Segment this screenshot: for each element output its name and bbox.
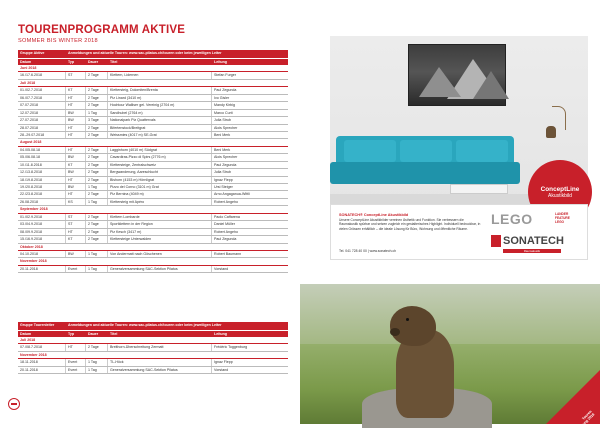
sac-logo-icon	[8, 398, 20, 410]
column-header-3: Titel	[110, 331, 118, 336]
table-cell: Marco Curti	[214, 110, 233, 115]
table-cell: 06./07.7.2018	[18, 95, 66, 101]
table-cell: 1 Tag	[86, 266, 108, 272]
table-cell: KS	[66, 199, 86, 205]
right-page	[300, 0, 600, 441]
table-cell: Event	[66, 359, 86, 365]
table-cell: Event	[66, 266, 86, 272]
table-cell: 01./02.7.2018	[18, 87, 66, 93]
table-row	[18, 221, 288, 228]
lego-logo: LEGO	[491, 211, 533, 227]
table-cell: 16./17.6.2018	[18, 72, 66, 78]
table-row	[18, 236, 288, 243]
table-cell: Julia Strub	[214, 118, 231, 123]
page-subtitle: SOMMER BIS WINTER 2018	[18, 38, 98, 44]
table-cell: Daniel Müller	[214, 222, 235, 227]
table-cell: 2 Tage	[86, 125, 108, 131]
table-cell: Bishorn (4153 m) Hörnligrat	[108, 177, 212, 183]
column-header-2: Dauer	[88, 331, 99, 336]
table-cell: Paul Zegunda	[214, 88, 237, 93]
table-cell: 1 Tag	[86, 251, 108, 257]
table-row	[18, 359, 288, 366]
table-cell: Ignaz Flepp	[214, 177, 233, 182]
table-cell: Vorstand	[214, 367, 229, 372]
column-header-0: Datum	[20, 331, 32, 336]
table-cell: HT	[66, 132, 86, 138]
table-cell: Julia Strub	[214, 170, 231, 175]
table-cell: 07.07.2018	[18, 102, 66, 108]
table-cell: 15./16.9.2018	[18, 236, 66, 242]
table-cell: 10./11.8.2018	[18, 162, 66, 168]
table-cell: Von Andermatt nach Göschenen	[108, 251, 212, 257]
table-row	[18, 162, 288, 169]
table-cell: Cavardiras-Pizzo di Spirs (2776 m)	[108, 154, 212, 160]
table-cell: 19./20.8.2018	[18, 184, 66, 190]
table-cell: Robert Baumann	[214, 251, 242, 256]
table-cell: BW	[66, 110, 86, 116]
table-cell: 2 Tage	[86, 214, 108, 220]
sonatech-logo-sub: Raumakustik	[503, 249, 561, 253]
table-cell: Klettersteig mit Apéro	[108, 199, 212, 205]
table-cell: 04./05.08.18	[18, 147, 66, 153]
table-cell: Generalversammlung SAC-Sektion Pilatus	[108, 367, 212, 373]
table-cell: 2 Tage	[86, 102, 108, 108]
table-cell: 20.11.2018	[18, 367, 66, 373]
table-row	[18, 154, 288, 161]
corner-note: Touren Ausschreibung 2018	[568, 409, 596, 441]
table-cell: 3 Tage	[86, 117, 108, 123]
table-row	[18, 110, 288, 117]
month-heading: Juli 2018	[18, 337, 288, 344]
table-group-header	[18, 50, 288, 58]
table-row	[18, 117, 288, 124]
table-cell: 2 Tage	[86, 177, 108, 183]
column-header-0: Datum	[20, 59, 32, 64]
table-cell: Alois Sprecher	[214, 155, 238, 160]
table-row	[18, 184, 288, 191]
month-heading: August 2018	[18, 139, 288, 146]
table-row	[18, 199, 288, 206]
table-cell: Piz Bernina (4049 m)	[108, 191, 212, 197]
table-cell: 04.10.2018	[18, 251, 66, 257]
table-cell: ST	[66, 72, 86, 78]
month-heading: September 2018	[18, 206, 288, 213]
table-cell: 2 Tage	[86, 154, 108, 160]
table-cell: KT	[66, 236, 86, 242]
table-cell: KT	[66, 162, 86, 168]
table-group-header	[18, 322, 288, 330]
ad-info-box	[330, 204, 588, 260]
table-cell: 08./09.9.2018	[18, 229, 66, 235]
ad-photo-room	[330, 36, 588, 224]
table-cell: Lagginhorn (4010 m) Südgrat	[108, 147, 212, 153]
table-cell: Vorstand	[214, 266, 229, 271]
table-cell: HT	[66, 177, 86, 183]
table-cell: 2 Tage	[86, 169, 108, 175]
table-cell: Sportklettern in der Region	[108, 221, 212, 227]
table-cell: Pizzo del Corno (3101 m) Grat	[108, 184, 212, 190]
table-cell: BW	[66, 251, 86, 257]
table-cell: HT	[66, 344, 86, 350]
table-cell: Frédéric Toggenburg	[214, 345, 248, 350]
table-cell: 2 Tage	[86, 87, 108, 93]
table-cell: ST	[66, 214, 86, 220]
table-row	[18, 177, 288, 184]
table-cell: 12./13.8.2018	[18, 169, 66, 175]
table-cell: BW	[66, 169, 86, 175]
month-heading: Juli 2018	[18, 80, 288, 87]
table-cell: HT	[66, 125, 86, 131]
table-column-header	[18, 330, 288, 338]
table-row	[18, 367, 288, 374]
table-cell: Weissmies (4017 m) SE-Grat	[108, 132, 212, 138]
column-header-4: Leitung	[214, 59, 227, 64]
tour-table-aktive	[18, 50, 288, 273]
table-cell: 2 Tage	[86, 229, 108, 235]
table-cell: HT	[66, 95, 86, 101]
table-cell: TL-Höck	[108, 359, 212, 365]
table-column-header	[18, 58, 288, 66]
table-row	[18, 169, 288, 176]
table-cell: Ivo Gisler	[214, 95, 230, 100]
table-cell: Klettersteig, Dolomiten/Brenta	[108, 87, 212, 93]
table-row	[18, 147, 288, 154]
table-cell: Robert Angeho	[214, 199, 238, 204]
table-cell: 2 Tage	[86, 191, 108, 197]
column-header-1: Typ	[68, 59, 75, 64]
group-note: Anmeldungen und aktuelle Touren: www.sac-pilatus.ch/touren oder beim jeweiligen Leiter	[68, 51, 222, 55]
table-row	[18, 72, 288, 79]
table-cell: Mandy Kirbig	[214, 103, 235, 108]
column-header-3: Titel	[110, 59, 118, 64]
table-cell: 1 Tag	[86, 199, 108, 205]
column-header-2: Dauer	[88, 59, 99, 64]
table-cell: Hochtour Walliser gel. Vereinig (2704 m)	[108, 102, 212, 108]
table-cell: Sandhubel (2764 m)	[108, 110, 212, 116]
table-cell: 2 Tage	[86, 95, 108, 101]
table-cell: KT	[66, 87, 86, 93]
table-row	[18, 251, 288, 258]
coffee-table-image	[450, 184, 508, 194]
table-cell: Stefan Furger	[214, 73, 236, 78]
table-cell: 18.11.2018	[18, 359, 66, 365]
ad-contact: Tel. 041 728 40 00 | www.sonatech.ch	[339, 249, 397, 253]
table-row	[18, 229, 288, 236]
table-cell: 2 Tage	[86, 221, 108, 227]
table-cell: ST	[66, 221, 86, 227]
table-cell: Beni Merk	[214, 132, 231, 137]
page-title: TOURENPROGRAMM AKTIVE	[18, 24, 186, 36]
lego-logo-sub: LANDER FEATURE LEGO	[555, 212, 570, 224]
table-cell: HT	[66, 147, 86, 153]
table-row	[18, 125, 288, 132]
ad-body: Unsere ConceptLine Akustikbilder vereinen Ästhetik und Funktion. Sie verbessern die Raumakustik spürbar und setzen zugleich ein gestalterisches Highlight. Individuell bedruckbar, in vielen Grössen erhältlich – die ideale Lösung für Büro, Wohnung und öffentliche Räume.	[339, 217, 481, 231]
table-row	[18, 95, 288, 102]
table-cell: Breithorn-Überschreitung Zermatt	[108, 344, 212, 350]
table-cell: 22./23.8.2018	[18, 191, 66, 197]
table-cell: Klettern Lombarde	[108, 214, 212, 220]
table-cell: Klettersteige Unterwalden	[108, 236, 212, 242]
sonatech-logo-icon	[491, 235, 501, 247]
table-cell: Bifertenstock/Breitgrat	[108, 125, 212, 131]
month-heading: Juni 2018	[18, 65, 288, 72]
table-cell: Paul Zegunda	[214, 162, 237, 167]
table-cell: 28.-29.07.2018	[18, 132, 66, 138]
tour-table-tourenleiter	[18, 322, 288, 374]
table-row	[18, 191, 288, 198]
column-header-1: Typ	[68, 331, 75, 336]
group-label: Gruppe Tourenleiter	[20, 323, 55, 327]
table-row	[18, 132, 288, 139]
column-header-4: Leitung	[214, 331, 227, 336]
table-cell: 20.11.2018	[18, 266, 66, 272]
table-cell: Klettern, Lidernen	[108, 72, 212, 78]
left-page	[0, 0, 300, 424]
table-cell: BW	[66, 117, 86, 123]
table-cell: Event	[66, 367, 86, 373]
table-cell: HT	[66, 102, 86, 108]
table-row	[18, 87, 288, 94]
table-cell: 1 Tag	[86, 367, 108, 373]
table-cell: 12.07.2018	[18, 110, 66, 116]
table-cell: BW	[66, 154, 86, 160]
table-cell: 28.07.2018	[18, 125, 66, 131]
table-row	[18, 344, 288, 351]
acoustic-panel-image	[408, 44, 506, 106]
table-cell: 2 Tage	[86, 147, 108, 153]
table-cell: 05./06.08.18	[18, 154, 66, 160]
table-row	[18, 102, 288, 109]
table-cell: HT	[66, 191, 86, 197]
table-cell: Piz Kesch (3417 m)	[108, 229, 212, 235]
group-note: Anmeldungen und aktuelle Touren: www.sac-pilatus.ch/touren oder beim jeweiligen Leiter	[68, 323, 222, 327]
table-cell: Bergwanderung, Aareschlucht	[108, 169, 212, 175]
table-cell: Beni Merk	[214, 147, 231, 152]
table-cell: Robert Angeho	[214, 229, 238, 234]
sonatech-logo: SONATECH	[503, 235, 564, 247]
table-cell: BW	[66, 184, 86, 190]
group-label: Gruppe Aktive	[20, 51, 45, 55]
conceptline-badge: ConceptLine Akustikbild	[528, 160, 592, 224]
table-cell: 18./19.8.2018	[18, 177, 66, 183]
table-cell: Paolo Caffarena	[214, 214, 240, 219]
table-cell: HT	[66, 229, 86, 235]
ad-description	[339, 213, 481, 231]
table-row	[18, 266, 288, 273]
table-cell: 26.08.2018	[18, 199, 66, 205]
ad-heading: SONATECH® ConceptLine Akustikbild	[339, 213, 409, 217]
table-cell: 1 Tag	[86, 359, 108, 365]
table-cell: 27.07.2018	[18, 117, 66, 123]
month-heading: November 2018	[18, 258, 288, 265]
table-cell: 1 Tag	[86, 110, 108, 116]
table-cell: Arno Angaganua-Wittli	[214, 192, 250, 197]
table-cell: 07./08.7.2018	[18, 344, 66, 350]
month-heading: Oktober 2018	[18, 244, 288, 251]
table-cell: 2 Tage	[86, 132, 108, 138]
table-cell: Generalversammlung SAC-Sektion Pilatus	[108, 266, 212, 272]
table-cell: 2 Tage	[86, 72, 108, 78]
table-cell: 2 Tage	[86, 236, 108, 242]
table-cell: 2 Tage	[86, 162, 108, 168]
table-cell: Ursi Steiger	[214, 185, 233, 189]
table-cell: 2 Tage	[86, 344, 108, 350]
table-row	[18, 214, 288, 221]
table-cell: Alois Sprecher	[214, 125, 238, 130]
table-cell: 03./04.9.2018	[18, 221, 66, 227]
table-cell: Nationalpark Piz Quattervals	[108, 117, 212, 123]
table-cell: 1 Tag	[86, 184, 108, 190]
month-heading: November 2018	[18, 352, 288, 359]
table-cell: Paul Zegunda	[214, 237, 237, 242]
table-cell: 01./02.9.2018	[18, 214, 66, 220]
table-cell: Klettersteige, Zentralschweiz	[108, 162, 212, 168]
table-cell: Ignaz Flepp	[214, 360, 233, 365]
table-cell: Piz Linard (3410 m)	[108, 95, 212, 101]
